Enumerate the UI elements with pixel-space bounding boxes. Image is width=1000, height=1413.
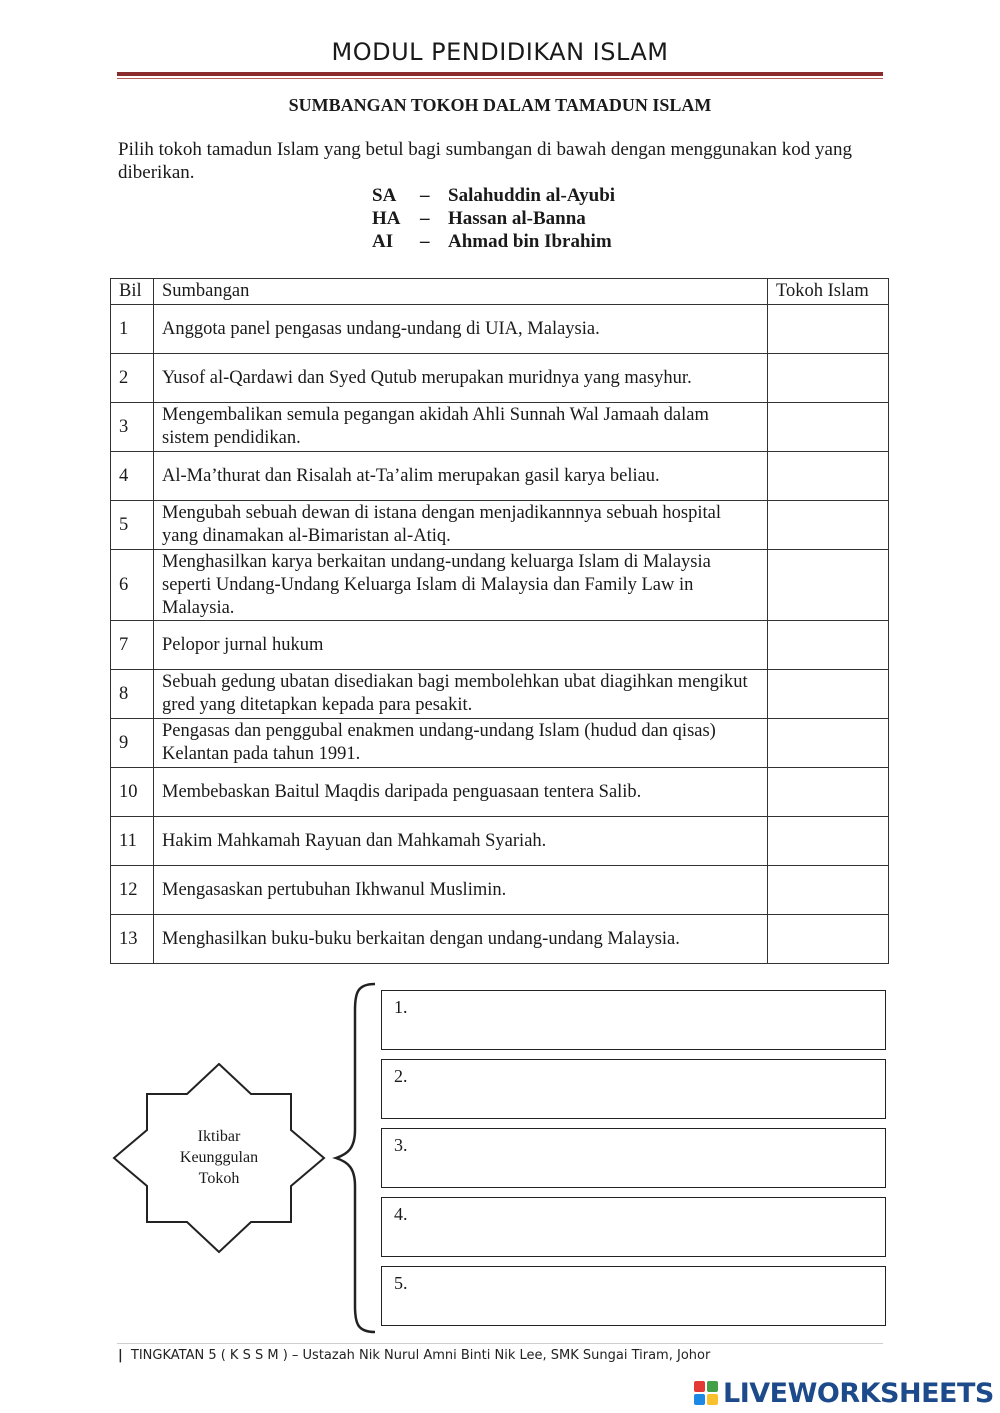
row-number: 6 [111,550,154,621]
row-number: 11 [111,817,154,866]
row-contribution: Membebaskan Baitul Maqdis daripada penguasaan tentera Salib. [154,768,768,817]
row-number: 2 [111,354,154,403]
row-contribution: Menghasilkan buku-buku berkaitan dengan undang-undang Malaysia. [154,915,768,964]
worksheet-title: SUMBANGAN TOKOH DALAM TAMADUN ISLAM [288,95,712,115]
footer-rule [117,1343,883,1344]
row-number: 8 [111,670,154,719]
table-row [111,501,889,550]
row-number: 10 [111,768,154,817]
answer-cell[interactable] [768,915,889,964]
table-row [111,305,889,354]
code-row [372,207,615,230]
liveworksheets-brand [694,1379,994,1407]
curly-brace [330,980,380,1336]
col-header-sumbangan: Sumbangan [154,279,768,305]
iktibar-answer-box[interactable]: 4. [381,1197,886,1257]
header-rule-thick [117,72,883,76]
row-contribution: Yusof al-Qardawi dan Syed Qutub merupakan muridnya yang masyhur. [154,354,768,403]
code-dash: – [420,185,430,206]
answer-cell[interactable] [768,403,889,452]
logo-square [694,1381,705,1392]
row-number: 12 [111,866,154,915]
code-name: Hassan al-Banna [448,208,586,229]
table-row [111,817,889,866]
answer-cell[interactable] [768,452,889,501]
code-key: AI [372,231,394,252]
row-contribution: Menghasilkan karya berkaitan undang-undang keluarga Islam di Malaysia seperti Undang-Undang Keluarga Islam di Malaysia dan Family Law in Malaysia. [154,550,768,621]
row-contribution: Mengembalikan semula pegangan akidah Ahli Sunnah Wal Jamaah dalam sistem pendidikan. [154,403,768,452]
code-dash: – [420,231,430,252]
row-contribution: Pengasas dan penggubal enakmen undang-undang Islam (hudud dan qisas) Kelantan pada tahun 1991. [154,719,768,768]
code-name: Ahmad bin Ibrahim [448,231,612,252]
table-row [111,403,889,452]
answer-cell[interactable] [768,501,889,550]
instruction-text: Pilih tokoh tamadun Islam yang betul bagi sumbangan di bawah dengan menggunakan kod yang diberikan. [118,139,852,183]
iktibar-label [150,1126,288,1189]
answer-cell[interactable] [768,866,889,915]
iktibar-answer-box[interactable]: 3. [381,1128,886,1188]
row-number: 5 [111,501,154,550]
code-key: HA [372,208,401,229]
contribution-table [110,278,889,964]
table-row [111,866,889,915]
iktibar-line: Keunggulan [179,1149,259,1166]
liveworksheets-logo-icon [694,1381,718,1405]
table-row [111,915,889,964]
code-key: SA [372,185,397,206]
code-legend [372,184,615,253]
code-row [372,230,615,253]
footer-bar: | [118,1348,123,1363]
row-contribution: Sebuah gedung ubatan disediakan bagi membolehkan ubat diagihkan mengikut gred yang ditetapkan kepada para pesakit. [154,670,768,719]
answer-cell[interactable] [768,768,889,817]
table-row [111,621,889,670]
row-number: 13 [111,915,154,964]
iktibar-line: Tokoh [198,1170,240,1187]
code-dash: – [420,208,430,229]
row-number: 7 [111,621,154,670]
iktibar-answer-box[interactable]: 1. [381,990,886,1050]
table-row [111,452,889,501]
code-row [372,184,615,207]
table-row [111,550,889,621]
answer-cell[interactable] [768,621,889,670]
col-header-tokoh: Tokoh Islam [768,279,889,305]
answer-cell[interactable] [768,817,889,866]
row-contribution: Hakim Mahkamah Rayuan dan Mahkamah Syariah. [154,817,768,866]
header-rule-thin [117,78,883,79]
table-row [111,670,889,719]
logo-square [707,1394,718,1405]
row-contribution: Pelopor jurnal hukum [154,621,768,670]
iktibar-line: Iktibar [197,1128,241,1145]
row-number: 4 [111,452,154,501]
row-contribution: Al-Ma’thurat dan Risalah at-Ta’alim merupakan gasil karya beliau. [154,452,768,501]
iktibar-answer-box[interactable]: 5. [381,1266,886,1326]
table-row [111,719,889,768]
row-number: 3 [111,403,154,452]
row-contribution: Mengasaskan pertubuhan Ikhwanul Muslimin. [154,866,768,915]
answer-cell[interactable] [768,550,889,621]
footer-text: TINGKATAN 5 ( K S S M ) – Ustazah Nik Nurul Amni Binti Nik Lee, SMK Sungai Tiram, Johor [130,1348,711,1363]
answer-cell[interactable] [768,719,889,768]
iktibar-answer-box[interactable]: 2. [381,1059,886,1119]
table-row [111,768,889,817]
code-name: Salahuddin al-Ayubi [448,185,616,206]
table-header-row [111,279,889,305]
row-number: 1 [111,305,154,354]
module-title: MODUL PENDIDIKAN ISLAM [331,38,669,66]
row-contribution: Mengubah sebuah dewan di istana dengan menjadikannnya sebuah hospital yang dinamakan al-Bimaristan al-Atiq. [154,501,768,550]
answer-cell[interactable] [768,305,889,354]
col-header-bil: Bil [111,279,154,305]
brand-name: LIVEWORKSHEETS [723,1377,994,1409]
footer [118,1348,710,1363]
table-row [111,354,889,403]
answer-cell[interactable] [768,354,889,403]
logo-square [707,1381,718,1392]
row-number: 9 [111,719,154,768]
logo-square [694,1394,705,1405]
answer-cell[interactable] [768,670,889,719]
row-contribution: Anggota panel pengasas undang-undang di UIA, Malaysia. [154,305,768,354]
